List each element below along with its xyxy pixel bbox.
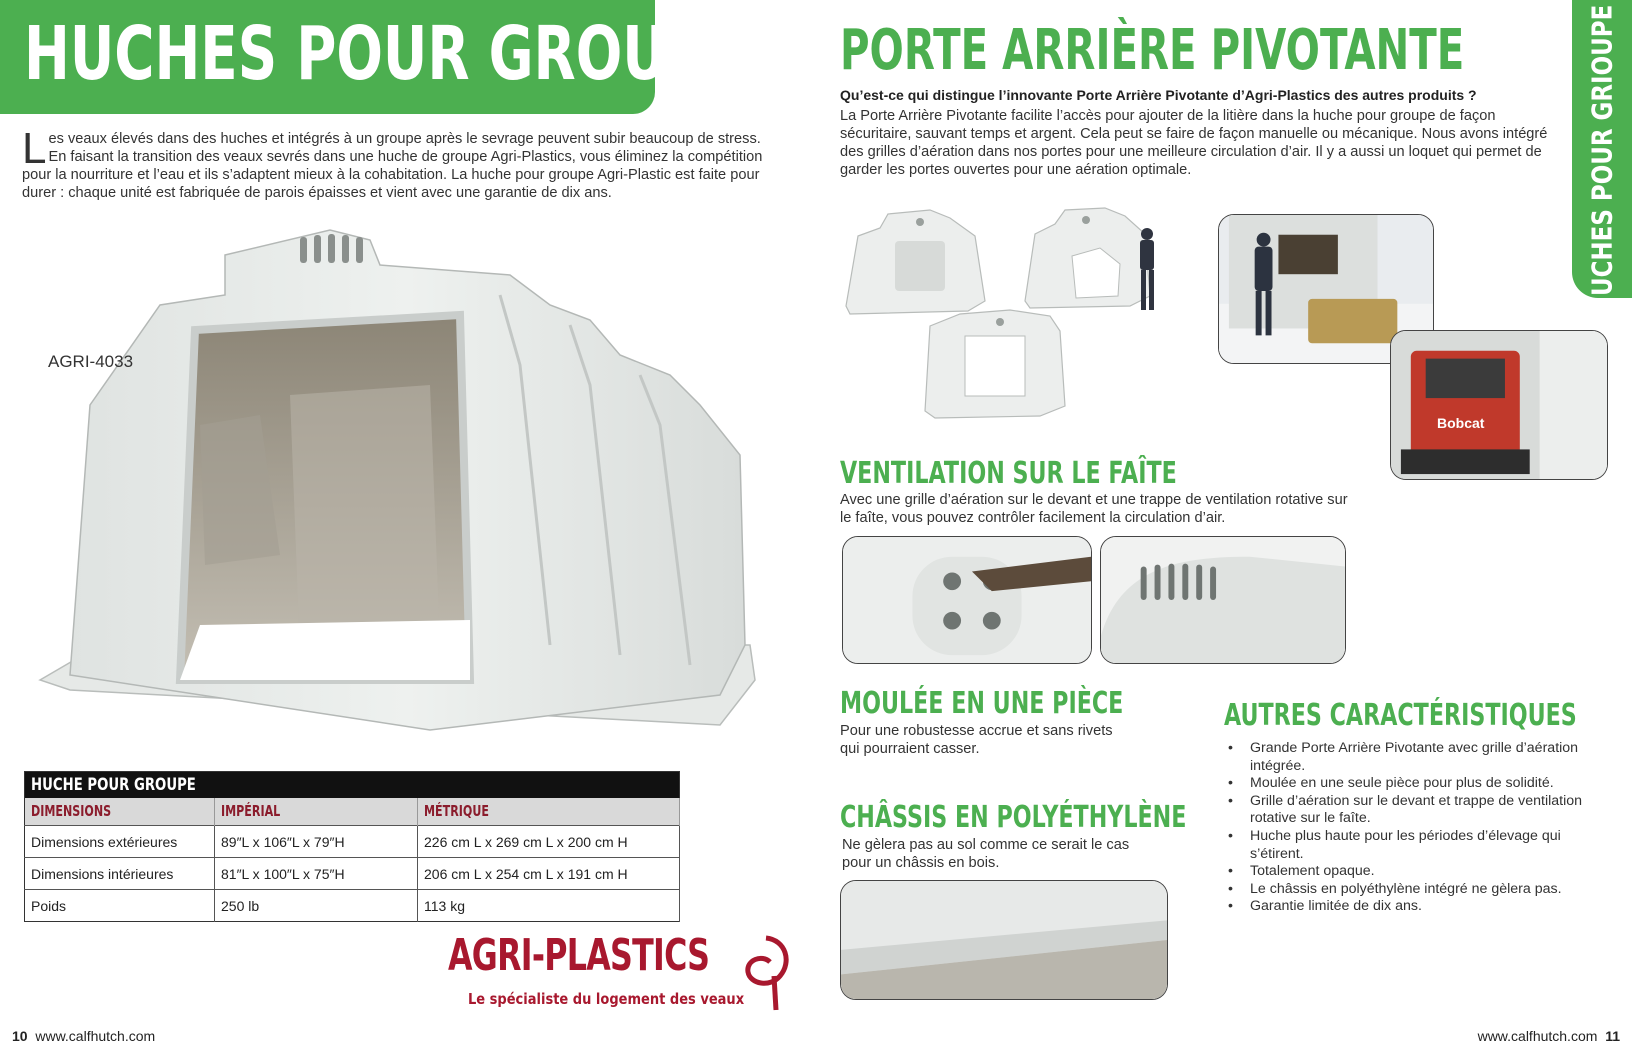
ventilation-text: Avec une grille d’aération sur le devant et une trappe de ventilation rotative sur le faîte, vous pouvez contrôler facilement la circulation d’air. — [840, 492, 1348, 526]
photo-bobcat — [1390, 330, 1608, 480]
right-page-title: PORTE ARRIÈRE PIVOTANTE — [840, 18, 1465, 83]
photo-front-vent — [1100, 536, 1346, 664]
list-item: • Huche plus haute pour les périodes d’élevage qui s’étirent. — [1226, 828, 1608, 863]
table-row — [25, 890, 680, 922]
list-item: • Moulée en une seule pièce pour plus de solidité. — [1226, 775, 1608, 793]
rear-door-diagrams — [840, 206, 1185, 421]
photo-roof-vent — [842, 536, 1092, 664]
other-features-title: AUTRES CARACTÉRISTIQUES — [1224, 698, 1577, 733]
other-features-list — [1226, 740, 1608, 916]
side-section-tab — [1572, 0, 1632, 316]
left-footer-url: www.calfhutch.com — [35, 1028, 156, 1044]
logo-brand: AGRI-PLASTICS — [448, 930, 710, 981]
intro-text: es veaux élevés dans des huches et intégrés à un groupe après le sevrage peuvent subir beaucoup de stress. En faisant la transition des veaux sevrés dans une huche de groupe Agri-Plastics, vous éliminez la compétition pour la nourriture et l’eau et ils s’adaptent mieux à la cohabitation. La huche pour groupe Agri-Plastic est faite pour durer : chaque unité est fabriquée de parois épaisses et vient avec une garantie de dix ans. — [22, 131, 763, 201]
table-cell: Dimensions intérieures — [25, 858, 215, 890]
table-title: HUCHE POUR GROUPE — [31, 774, 196, 795]
table-cell: 113 kg — [418, 890, 680, 922]
column-header: IMPÉRIAL — [221, 802, 281, 821]
list-item: • Grande Porte Arrière Pivotante avec grille d’aération intégrée. — [1226, 740, 1608, 775]
right-footer — [1478, 1028, 1620, 1044]
table-cell: 89″L x 106″L x 79″H — [215, 826, 418, 858]
right-footer-url: www.calfhutch.com — [1477, 1028, 1598, 1044]
molded-title: MOULÉE EN UNE PIÈCE — [840, 686, 1124, 721]
table-cell: 250 lb — [215, 890, 418, 922]
logo-swoosh-icon — [736, 932, 796, 1014]
specifications-table — [24, 771, 680, 922]
table-header-row — [25, 798, 680, 826]
list-item: • Garantie limitée de dix ans. — [1226, 898, 1608, 916]
intro-paragraph — [22, 124, 782, 202]
table-cell: Poids — [25, 890, 215, 922]
door-question: Qu’est-ce qui distingue l’innovante Porte Arrière Pivotante d’Agri-Plastics des autres produits ? — [840, 87, 1477, 103]
table-cell: 206 cm L x 254 cm L x 191 cm H — [418, 858, 680, 890]
column-header: MÉTRIQUE — [424, 802, 489, 821]
left-page-title: HUCHES POUR GROUPE — [24, 11, 745, 97]
left-footer — [12, 1028, 155, 1044]
table-cell: 81″L x 100″L x 75″H — [215, 858, 418, 890]
table-cell: Dimensions extérieures — [25, 826, 215, 858]
list-item: • Totalement opaque. — [1226, 863, 1608, 881]
photo-chassis — [840, 880, 1168, 1000]
table-title-row — [25, 772, 680, 798]
left-title-banner — [0, 0, 745, 114]
chassis-title: CHÂSSIS EN POLYÉTHYLÈNE — [840, 800, 1187, 835]
side-tab-label: HUCHES POUR GRIOUPE — [1585, 4, 1619, 316]
door-description: La Porte Arrière Pivotante facilite l’accès pour ajouter de la litière dans la huche pour groupe de façon sécuritaire, sauvant temps et argent. Cela peut se faire de façon manuelle ou mécanique. Nous avons intégré des grilles d’aération dans nos portes pour une meilleure circulation d’air. Il y a aussi un loquet qui permet de garder les portes ouvertes pour une aération optimale. — [840, 108, 1548, 178]
ventilation-title: VENTILATION SUR LE FAÎTE — [840, 456, 1177, 491]
table-row — [25, 826, 680, 858]
list-item: • Le châssis en polyéthylène intégré ne gèlera pas. — [1226, 881, 1608, 899]
group-hutch-image — [30, 225, 790, 765]
logo-tagline: Le spécialiste du logement des veaux — [468, 990, 745, 1008]
right-page-number: 11 — [1605, 1028, 1620, 1044]
product-code: AGRI-4033 — [48, 352, 134, 371]
table-cell: 226 cm L x 269 cm L x 200 cm H — [418, 826, 680, 858]
intro-dropcap: L — [22, 124, 47, 173]
bobcat-label: Bobcat — [1437, 415, 1485, 431]
table-row — [25, 858, 680, 890]
chassis-text: Ne gèlera pas au sol comme ce serait le cas pour un châssis en bois. — [842, 837, 1130, 871]
left-page-number: 10 — [12, 1028, 28, 1044]
list-item: • Grille d’aération sur le devant et trappe de ventilation rotative sur le faîte. — [1226, 793, 1608, 828]
molded-text: Pour une robustesse accrue et sans rivets qui pourraient casser. — [840, 723, 1113, 757]
column-header: DIMENSIONS — [31, 802, 112, 821]
agri-plastics-logo — [448, 930, 796, 1020]
